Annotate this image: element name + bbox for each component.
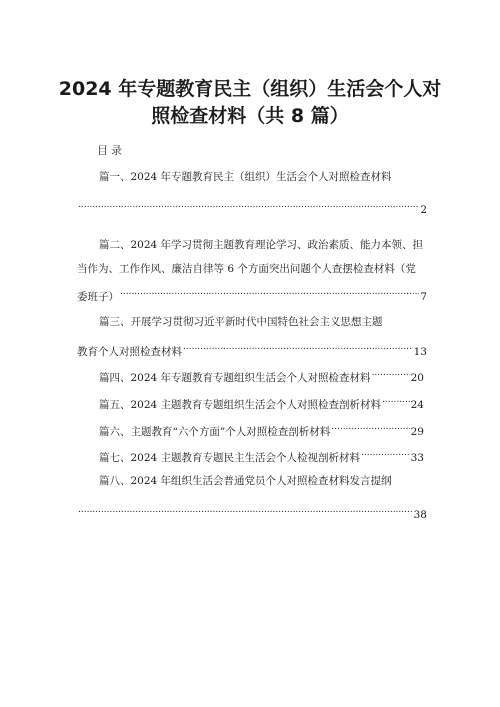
document-title-line-1: 2024 年专题教育民主（组织）生活会个人对 bbox=[58, 78, 442, 100]
toc-entry-4[interactable] bbox=[99, 367, 424, 385]
toc-entry-7-page: 33 bbox=[410, 452, 424, 464]
dot-leader bbox=[120, 286, 419, 300]
toc-entry-2-text-line-2[interactable]: 当作为、工作作风、廉洁自律等 6 个方面突出问题个人查摆检查材料（党 bbox=[77, 263, 416, 275]
dot-leader bbox=[78, 199, 419, 213]
toc-entry-3-page: 13 bbox=[413, 346, 427, 358]
toc-entry-5-page: 24 bbox=[410, 399, 424, 411]
dot-leader bbox=[372, 367, 410, 381]
dot-leader bbox=[361, 447, 410, 461]
toc-entry-3-leader[interactable] bbox=[77, 341, 427, 359]
dot-leader bbox=[382, 394, 410, 408]
toc-entry-2-text-line-3: 委班子） bbox=[77, 291, 119, 303]
toc-entry-2-leader[interactable] bbox=[77, 286, 427, 304]
dot-leader bbox=[183, 341, 413, 355]
toc-entry-3-text-line-1[interactable]: 篇三、开展学习贯彻习近平新时代中国特色社会主义思想主题 bbox=[99, 316, 383, 328]
toc-entry-7-text: 篇七、2024 主题教育专题民主生活会个人检视剖析材料 bbox=[99, 452, 361, 464]
toc-entry-1-page: 2 bbox=[420, 204, 427, 216]
toc-entry-5-text: 篇五、2024 主题教育专题组织生活会个人对照检查剖析材料 bbox=[99, 399, 382, 411]
toc-entry-8-leader[interactable] bbox=[77, 504, 427, 522]
dot-leader bbox=[331, 421, 409, 435]
toc-entry-4-page: 20 bbox=[410, 372, 424, 384]
toc-entry-3-text-line-2: 教育个人对照检查材料 bbox=[77, 346, 182, 358]
toc-entry-2-page: 7 bbox=[420, 291, 427, 303]
toc-entry-4-text: 篇四、2024 年专题教育专题组织生活会个人对照检查材料 bbox=[99, 372, 371, 384]
toc-entry-7[interactable] bbox=[99, 447, 424, 465]
document-title-line-2: 照检查材料（共 8 篇） bbox=[151, 105, 349, 127]
toc-entry-1-text[interactable]: 篇一、2024 年专题教育民主（组织）生活会个人对照检查材料 bbox=[99, 171, 392, 183]
toc-entry-6[interactable] bbox=[99, 421, 424, 439]
toc-entry-2-text-line-1[interactable]: 篇二、2024 年学习贯彻主题教育理论学习、政治素质、能力本领、担 bbox=[99, 239, 424, 251]
dot-leader bbox=[78, 504, 413, 518]
toc-entry-8-text[interactable]: 篇八、2024 年组织生活会普通党员个人对照检查材料发言提纲 bbox=[99, 475, 392, 487]
toc-entry-5[interactable] bbox=[99, 394, 424, 412]
toc-entry-6-page: 29 bbox=[410, 426, 424, 438]
toc-entry-8-page: 38 bbox=[413, 509, 427, 521]
toc-entry-1-leader[interactable] bbox=[77, 199, 427, 217]
toc-heading: 目录 bbox=[97, 144, 125, 157]
toc-entry-6-text: 篇六、主题教育“六个方面”个人对照检查剖析材料 bbox=[99, 426, 331, 438]
